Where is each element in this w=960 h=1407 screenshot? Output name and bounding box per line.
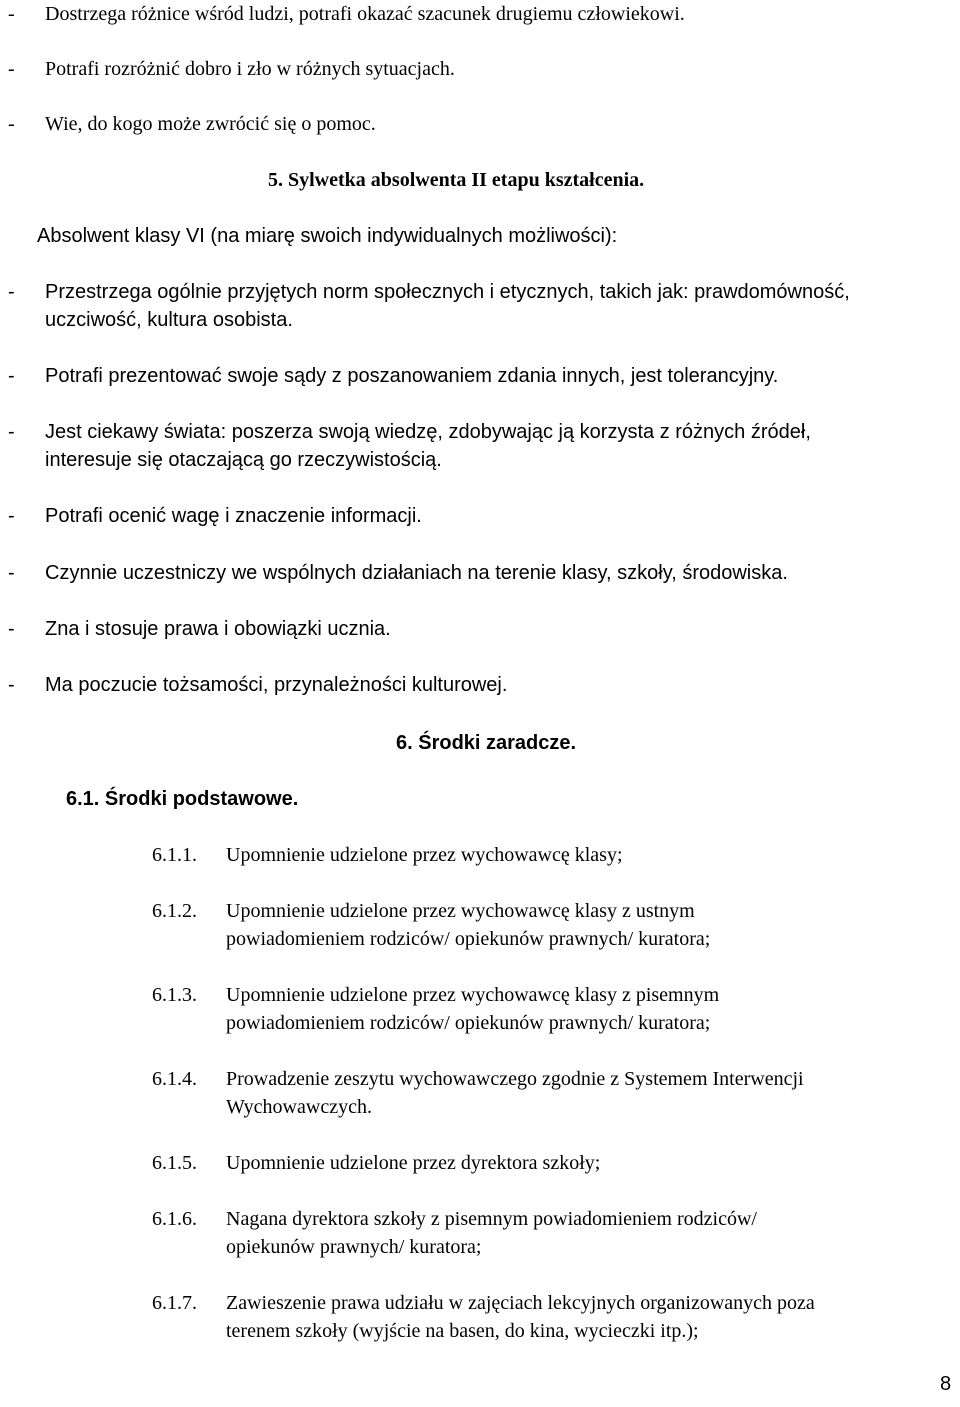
bullet-dash: - [8, 113, 15, 135]
bullet-dash: - [8, 562, 15, 584]
section-heading: 5. Sylwetka absolwenta II etapu kształcenia. [268, 169, 645, 191]
item-text: Upomnienie udzielone przez dyrektora szkoły; [226, 1152, 601, 1174]
list-item-text: Jest ciekawy świata: poszerza swoją wiedzę, zdobywając ją korzysta z różnych źródeł, interesuje się otaczającą go rzeczywistością. [45, 421, 811, 471]
item-number: 6.1.2. [152, 900, 197, 922]
item-number: 6.1.1. [152, 844, 197, 866]
item-text: Nagana dyrektora szkoły z pisemnym powiadomieniem rodziców/ opiekunów prawnych/ kuratora; [226, 1208, 757, 1258]
section-heading: 6. Środki zaradcze. [396, 732, 577, 754]
list-item-text: Dostrzega różnice wśród ludzi, potrafi okazać szacunek drugiemu człowiekowi. [45, 3, 685, 25]
bullet-dash: - [8, 618, 15, 640]
page-number: 8 [940, 1373, 952, 1395]
item-number: 6.1.5. [152, 1152, 197, 1174]
list-item-text: Potrafi rozróżnić dobro i zło w różnych sytuacjach. [45, 58, 455, 80]
bullet-dash: - [8, 421, 15, 443]
bullet-dash: - [8, 281, 15, 303]
item-text: Prowadzenie zeszytu wychowawczego zgodnie z Systemem Interwencji Wychowawczych. [226, 1068, 804, 1118]
item-number: 6.1.7. [152, 1292, 197, 1314]
item-text: Zawieszenie prawa udziału w zajęciach lekcyjnych organizowanych poza terenem szkoły (wyjście na basen, do kina, wycieczki itp.); [226, 1292, 815, 1342]
bullet-dash: - [8, 58, 15, 80]
bullet-dash: - [8, 505, 15, 527]
bullet-dash: - [8, 365, 15, 387]
list-item-text: Wie, do kogo może zwrócić się o pomoc. [45, 113, 376, 135]
subsection-heading: 6.1. Środki podstawowe. [66, 788, 299, 810]
item-number: 6.1.4. [152, 1068, 197, 1090]
item-number: 6.1.6. [152, 1208, 197, 1230]
bullet-dash: - [8, 3, 15, 25]
bullet-dash: - [8, 674, 15, 696]
item-number: 6.1.3. [152, 984, 197, 1006]
list-item-text: Czynnie uczestniczy we wspólnych działaniach na terenie klasy, szkoły, środowiska. [45, 562, 788, 584]
list-item-text: Ma poczucie tożsamości, przynależności kulturowej. [45, 674, 508, 696]
item-text: Upomnienie udzielone przez wychowawcę klasy z pisemnym powiadomieniem rodziców/ opiekunów prawnych/ kuratora; [226, 984, 720, 1034]
item-text: Upomnienie udzielone przez wychowawcę klasy z ustnym powiadomieniem rodziców/ opiekunów prawnych/ kuratora; [226, 900, 711, 950]
item-text: Upomnienie udzielone przez wychowawcę klasy; [226, 844, 623, 866]
list-item-text: Przestrzega ogólnie przyjętych norm społecznych i etycznych, takich jak: prawdomówność, uczciwość, kultura osobista. [45, 281, 850, 331]
list-item-text: Zna i stosuje prawa i obowiązki ucznia. [45, 618, 391, 640]
list-item-text: Potrafi prezentować swoje sądy z poszanowaniem zdania innych, jest tolerancyjny. [45, 365, 779, 387]
list-item-text: Potrafi ocenić wagę i znaczenie informacji. [45, 505, 422, 527]
section-intro: Absolwent klasy VI (na miarę swoich indywidualnych możliwości): [37, 225, 618, 247]
